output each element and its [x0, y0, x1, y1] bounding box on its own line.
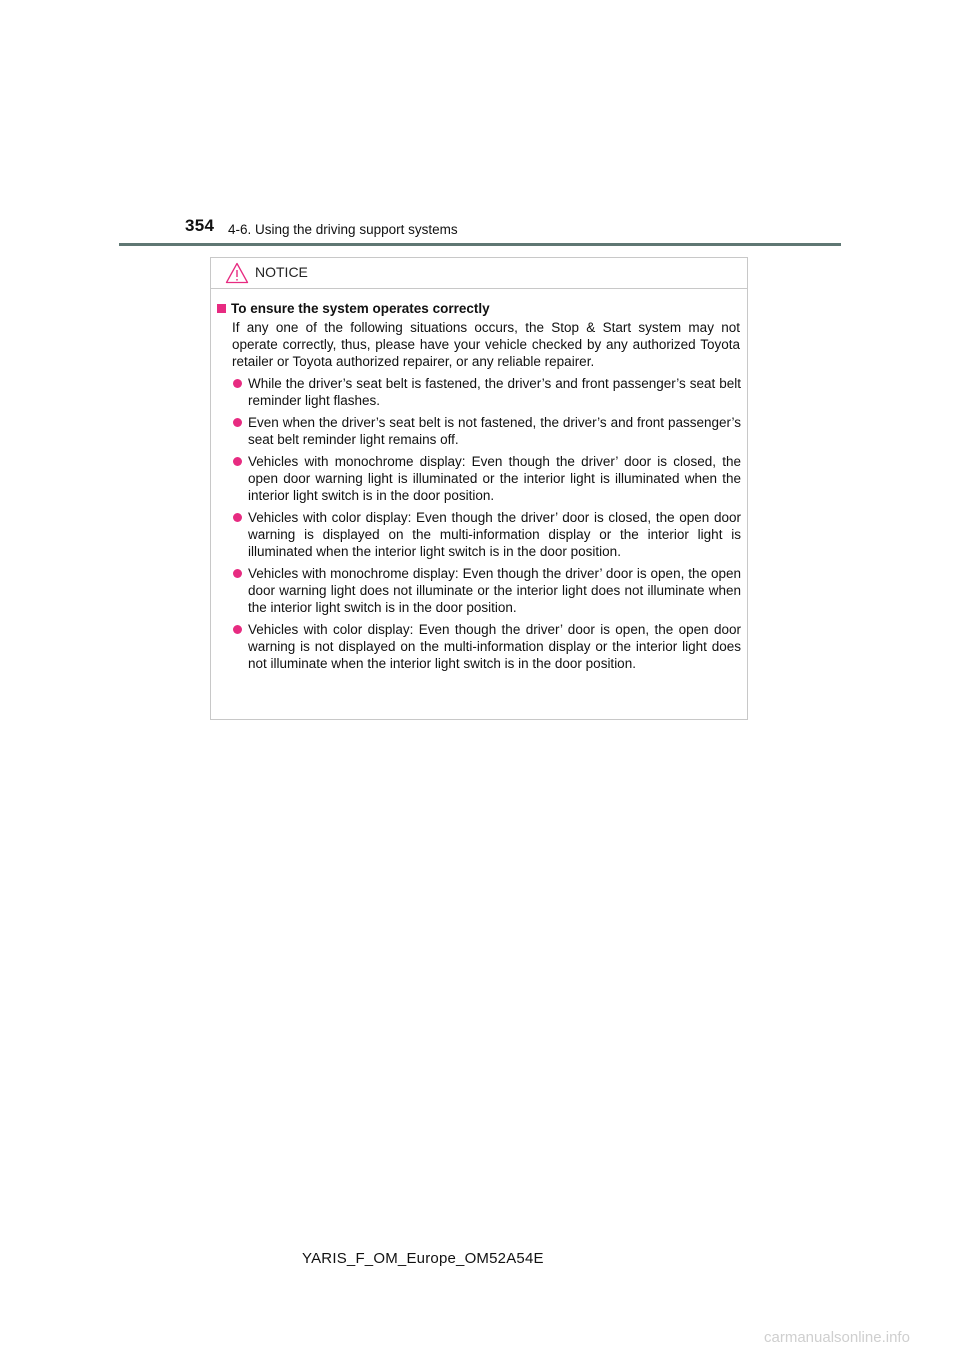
list-item-text: Even when the driver’s seat belt is not fastened, the driver’s and front passenger’s seat belt reminder light remains off.: [248, 415, 741, 447]
square-bullet-icon: [217, 304, 226, 313]
list-item-text: Vehicles with monochrome display: Even though the driver’ door is closed, the open door warning light is illuminated or the interior light is illuminated when the interior light switch is in the door position.: [248, 454, 741, 503]
circle-bullet-icon: [233, 625, 242, 634]
notice-intro: If any one of the following situations occurs, the Stop & Start system may not operate correctly, thus, please have your vehicle checked by any authorized Toyota retailer or Toyota authorized repairer, or any reliable repairer.: [232, 320, 740, 369]
notice-heading: [217, 300, 741, 317]
circle-bullet-icon: [233, 379, 242, 388]
footer-doc-id: YARIS_F_OM_Europe_OM52A54E: [302, 1250, 544, 1267]
list-item-text: Vehicles with color display: Even though the driver’ door is open, the open door warning is not displayed on the multi-information display or the interior light does not illuminate when the interior light switch is in the door position.: [248, 622, 741, 671]
notice-header: [211, 258, 747, 289]
circle-bullet-icon: [233, 457, 242, 466]
list-item: [233, 565, 741, 616]
list-item-text: While the driver’s seat belt is fastened, the driver’s and front passenger’s seat belt reminder light flashes.: [248, 376, 741, 408]
notice-label: NOTICE: [255, 264, 308, 280]
list-item: [233, 375, 741, 409]
circle-bullet-icon: [233, 569, 242, 578]
list-item: [233, 414, 741, 448]
circle-bullet-icon: [233, 513, 242, 522]
list-item-text: Vehicles with monochrome display: Even though the driver’ door is open, the open door warning light does not illuminate or the interior light does not illuminate when the interior light switch is in the door position.: [248, 566, 741, 615]
watermark: carmanualsonline.info: [764, 1329, 910, 1346]
list-item-text: Vehicles with color display: Even though the driver’ door is closed, the open door warning is displayed on the multi-information display or the interior light is illuminated when the interior light switch is in the door position.: [248, 510, 741, 559]
circle-bullet-icon: [233, 418, 242, 427]
page-number: 354: [185, 216, 215, 235]
notice-heading-text: To ensure the system operates correctly: [231, 301, 490, 316]
section-title: 4-6. Using the driving support systems: [228, 222, 458, 237]
notice-list: [217, 375, 741, 672]
list-item: [233, 509, 741, 560]
header-divider: [119, 243, 841, 246]
list-item: [233, 621, 741, 672]
notice-body: [211, 288, 747, 672]
notice-box: [210, 257, 748, 720]
warning-triangle-icon: [225, 262, 249, 284]
list-item: [233, 453, 741, 504]
